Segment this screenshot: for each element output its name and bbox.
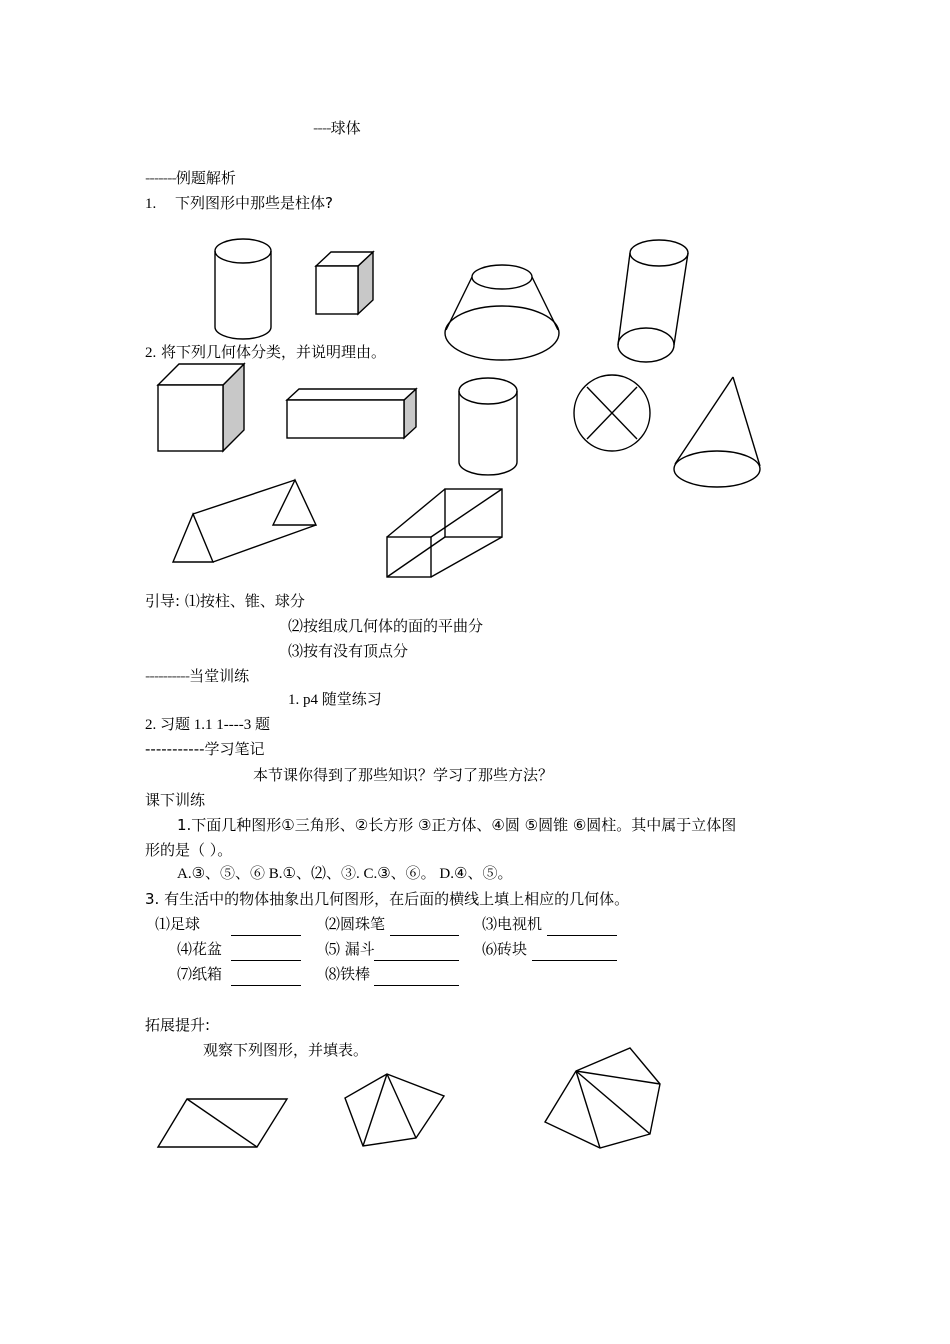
small-cube-figure bbox=[316, 252, 373, 314]
fill-label: ⑻铁棒 bbox=[325, 965, 371, 983]
pentagon-figure bbox=[345, 1074, 444, 1146]
homework-q3: 3. 有生活中的物体抽象出几何图形，在后面的横线上填上相应的几何体。 bbox=[145, 890, 630, 908]
homework-q1-options: A.③、⑤、⑥ B.①、⑵、③. C.③、⑥。 D.④、⑤。 bbox=[177, 866, 513, 882]
parallelogram-figure bbox=[158, 1099, 287, 1147]
guide-item-2: ⑵按组成几何体的面的平曲分 bbox=[288, 617, 484, 635]
title-text: 球体 bbox=[330, 119, 361, 137]
large-cube-figure bbox=[158, 364, 244, 451]
heptagon-figure bbox=[545, 1048, 660, 1148]
extension-title: 拓展提升: bbox=[145, 1016, 211, 1034]
section-dashes: ---------- bbox=[145, 667, 190, 685]
question-number: 2. bbox=[145, 345, 157, 361]
practice-item-1: 1. p4 随堂练习 bbox=[288, 692, 382, 708]
rectangular-prism-figure bbox=[287, 389, 416, 438]
section-title: 例题解析 bbox=[175, 169, 236, 187]
oblique-cylinder-figure bbox=[618, 240, 688, 362]
practice-item-2: 2. 习题 1.1 1----3 题 bbox=[145, 717, 270, 733]
section-title: 学习笔记 bbox=[204, 740, 265, 758]
section-dashes: ------- bbox=[145, 169, 176, 187]
question-text: 将下列几何体分类，并说明理由。 bbox=[161, 343, 387, 361]
section-title: 当堂训练 bbox=[189, 667, 250, 685]
fill-label: ⑴足球 bbox=[155, 915, 201, 933]
extension-prompt: 观察下列图形，并填表。 bbox=[203, 1041, 369, 1059]
title-dashes: ---- bbox=[313, 119, 331, 137]
homework-title: 课下训练 bbox=[145, 791, 206, 809]
triangular-prism-figure bbox=[173, 480, 316, 562]
fill-label: ⑹砖块 bbox=[482, 940, 528, 958]
sphere-figure bbox=[574, 375, 650, 451]
guide-item-1: ⑴按柱、锥、球分 bbox=[184, 592, 305, 610]
upright-cylinder-figure bbox=[215, 239, 271, 339]
fill-label: ⑸ 漏斗 bbox=[325, 940, 375, 958]
guide-label: 引导: bbox=[145, 592, 181, 610]
homework-q1-line2: 形的是（ ）。 bbox=[145, 841, 233, 859]
cone-figure bbox=[674, 377, 760, 487]
guide-item-3: ⑶按有没有顶点分 bbox=[288, 642, 409, 660]
fill-label: ⑺纸箱 bbox=[177, 965, 223, 983]
wireframe-box-figure bbox=[387, 489, 502, 577]
question-text: 下列图形中那些是柱体? bbox=[175, 194, 333, 212]
fill-label: ⑵圆珠笔 bbox=[325, 915, 386, 933]
homework-q1-line1: 1.下面几种图形①三角形、②长方形 ③正方体、④圆 ⑤圆锥 ⑥圆柱。其中属于立体图 bbox=[177, 816, 737, 834]
section-dashes: ----------- bbox=[145, 740, 205, 758]
question-number: 1. bbox=[145, 196, 157, 212]
frustum-figure bbox=[445, 265, 559, 360]
fill-label: ⑷花盆 bbox=[177, 940, 223, 958]
cylinder-figure bbox=[459, 378, 517, 475]
notes-prompt: 本节课你得到了那些知识？学习了那些方法？ bbox=[253, 766, 554, 784]
fill-label: ⑶电视机 bbox=[482, 915, 543, 933]
